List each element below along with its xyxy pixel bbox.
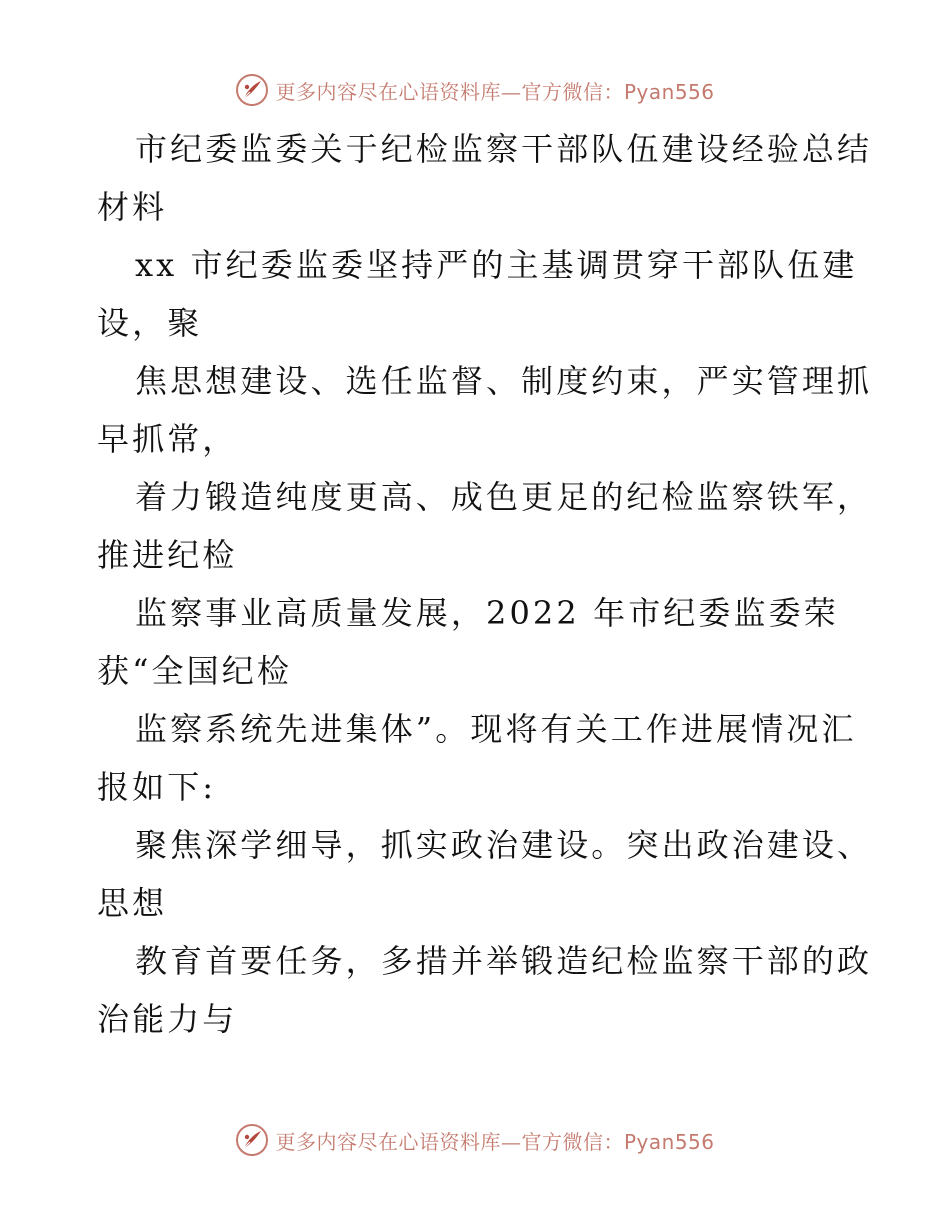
feather-pen-icon (235, 1123, 269, 1157)
page-footer-watermark (0, 1120, 950, 1160)
wechat-id: Pyan556 (623, 79, 715, 104)
text-line: 监察事业高质量发展，2022 年市纪委监委荣 (135, 594, 839, 632)
text-line: xx 市纪委监委坚持严的主基调贯穿干部队伍建 (135, 246, 858, 284)
text-line: 市纪委监委关于纪检监察干部队伍建设经验总结 (135, 130, 873, 168)
text-line: 聚焦深学细导，抓实政治建设。突出政治建设、 (135, 826, 873, 864)
text-line: 报如下: (97, 768, 217, 806)
watermark-text: 更多内容尽在心语资料库—官方微信：Pyan556 (275, 79, 715, 104)
text-line: 设，聚 (97, 304, 203, 342)
text-line: 着力锻造纯度更高、成色更足的纪检监察铁军， (135, 478, 873, 516)
text-line: 思想 (97, 884, 168, 922)
text-line: 治能力与 (97, 1000, 238, 1038)
text-line: 监察系统先进集体”。现将有关工作进展情况汇 (135, 710, 857, 748)
wechat-id: Pyan556 (623, 1129, 715, 1154)
text-line: 材料 (97, 188, 168, 226)
text-line: 推进纪检 (97, 536, 238, 574)
feather-pen-icon (235, 73, 269, 107)
text-line: 教育首要任务，多措并举锻造纪检监察干部的政 (135, 942, 873, 980)
document-body (97, 120, 873, 1048)
text-line: 焦思想建设、选任监督、制度约束，严实管理抓 (135, 362, 873, 400)
watermark-text: 更多内容尽在心语资料库—官方微信：Pyan556 (275, 1129, 715, 1154)
text-line: 获“全国纪检 (97, 652, 292, 690)
text-line: 早抓常， (97, 420, 238, 458)
page-header-watermark (0, 70, 950, 110)
